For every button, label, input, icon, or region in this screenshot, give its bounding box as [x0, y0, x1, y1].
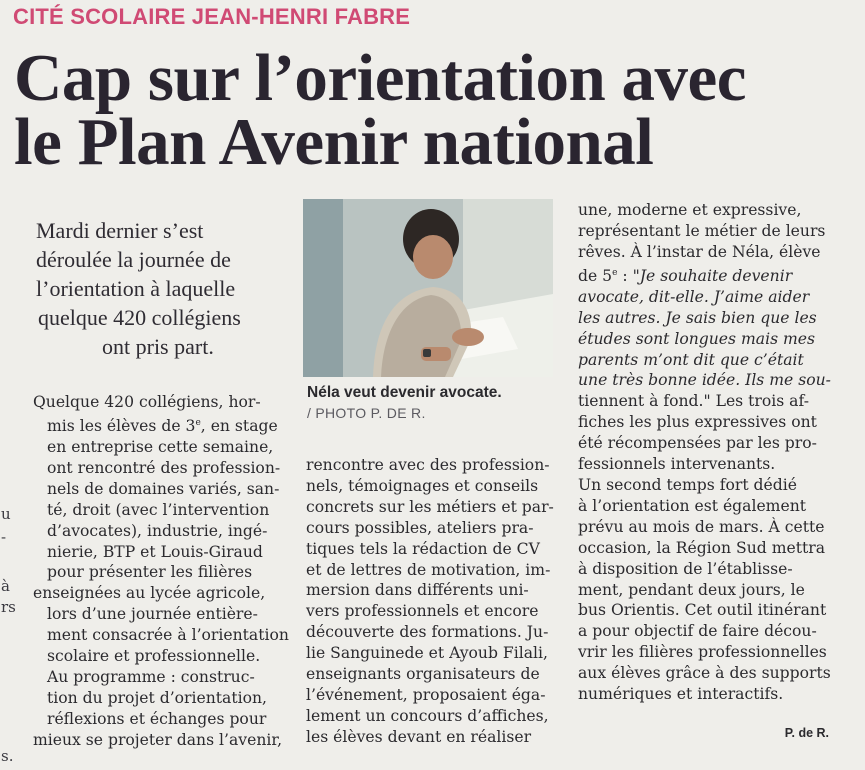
edge-fragment: rs: [1, 598, 16, 616]
column-line: bus Orientis. Cet outil itinérant: [578, 601, 827, 620]
headline-line-2: le Plan Avenir national: [14, 105, 654, 179]
column-line: fessionnels intervenants.: [578, 455, 776, 474]
column-line: enseignées au lycée agricole,: [33, 584, 266, 603]
photo-caption: [307, 382, 567, 424]
column-line: Quelque 420 collégiens, hor-: [33, 393, 261, 411]
column-line: une très bonne idée. Ils me sou-: [578, 371, 831, 390]
lead-line: déroulée la journée de: [36, 247, 231, 272]
column-line: enseignants organisateurs de: [306, 665, 540, 684]
column-line: réflexions et échanges pour: [47, 709, 267, 728]
column-line: lement un concours d’affiches,: [306, 706, 549, 725]
column-line: tiennent à fond." Les trois af-: [578, 392, 809, 411]
column-line: cours possibles, ateliers pra-: [306, 518, 534, 537]
edge-fragment: u: [1, 505, 11, 523]
column-line: rêves. À l’instar de Néla, élève: [578, 242, 821, 261]
column-line: mersion dans différents uni-: [306, 581, 529, 600]
column-line: parents m’ont dit que c’était: [578, 350, 804, 369]
column-line: études sont longues mais mes: [578, 329, 816, 348]
column-line: lors d’une journée entière-: [47, 605, 258, 624]
column-line: Au programme : construc-: [47, 667, 255, 686]
edge-fragment: s.: [1, 747, 14, 765]
column-line: mis les élèves de 3e, en stage: [47, 417, 278, 436]
column-line: l’événement, proposaient éga-: [306, 685, 546, 704]
column-line: prévu au mois de mars. À cette: [578, 517, 825, 536]
article-column-2: [306, 455, 568, 748]
edge-fragment: à: [1, 577, 10, 595]
column-line: numériques et interactifs.: [578, 685, 784, 704]
lead-line: quelque 420 collégiens: [38, 305, 241, 330]
column-line: rencontre avec des profession-: [306, 456, 550, 474]
column-line: tion du projet d’orientation,: [47, 688, 267, 707]
column-line: té, droit (avec l’intervention: [47, 500, 270, 519]
lead-line: l’orientation à laquelle: [36, 276, 236, 301]
article-headline: [14, 41, 854, 179]
headline-line-1: Cap sur l’orientation avec: [14, 41, 747, 115]
column-line: et de lettres de motivation, im-: [306, 560, 551, 579]
column-line: les autres. Je sais bien que les: [578, 308, 817, 327]
column-line: une, moderne et expressive,: [578, 201, 802, 219]
column-line: découverte des formations. Ju-: [306, 623, 549, 642]
column-line: vers professionnels et encore: [306, 602, 539, 621]
edge-fragment: -: [1, 528, 7, 546]
column-line: été récompensées par les pro-: [578, 434, 817, 453]
column-line: d’avocates), industrie, ingé-: [47, 521, 268, 540]
column-line: a pour objectif de faire décou-: [578, 622, 817, 641]
column-line: de 5e : "Je souhaite devenir: [578, 266, 793, 285]
column-line: nels, témoignages et conseils: [306, 476, 539, 495]
column-line: ment, pendant deux jours, le: [578, 580, 805, 599]
section-kicker: CITÉ SCOLAIRE JEAN-HENRI FABRE: [13, 4, 411, 29]
column-line: à disposition de l’établisse-: [578, 559, 793, 578]
author-signature: P. de R.: [784, 726, 829, 740]
column-line: les élèves devant en réaliser: [306, 727, 532, 746]
column-line: représentant le métier de leurs: [578, 221, 826, 240]
column-line: vrir les filières professionnelles: [578, 643, 827, 662]
lead-paragraph: [36, 216, 286, 361]
column-line: tiques tels la rédaction de CV: [306, 539, 540, 558]
photo-illustration: [303, 199, 553, 377]
column-line: mieux se projeter dans l’avenir,: [33, 730, 283, 749]
column-line: nierie, BTP et Louis-Giraud: [47, 542, 263, 561]
article-column-3: [578, 200, 840, 705]
column-line: ment consacrée à l’orientation: [47, 626, 289, 645]
column-line: fiches les plus expressives ont: [578, 413, 817, 432]
column-line: scolaire et professionnelle.: [47, 647, 261, 666]
column-line: à l’orientation est également: [578, 496, 807, 515]
column-line: pour présenter les filières: [47, 563, 253, 582]
lead-line: ont pris part.: [102, 334, 214, 359]
column-line: en entreprise cette semaine,: [47, 438, 274, 456]
column-line: Un second temps fort dédié: [578, 475, 797, 494]
caption-text: Néla veut devenir avocate.: [307, 384, 502, 401]
column-line: ont rencontré des profession-: [47, 458, 281, 477]
column-line: lie Sanguinede et Ayoub Filali,: [306, 644, 548, 663]
column-line: avocate, dit-elle. J’aime aider: [578, 287, 810, 306]
column-line: aux élèves grâce à des supports: [578, 664, 831, 683]
column-line: occasion, la Région Sud mettra: [578, 538, 826, 557]
article-column-1: [33, 392, 295, 751]
photo-credit: / PHOTO P. DE R.: [307, 405, 426, 421]
article-photo: [303, 199, 553, 377]
column-line: nels de domaines variés, san-: [47, 479, 280, 498]
lead-line: Mardi dernier s’est: [36, 218, 204, 243]
column-line: concrets sur les métiers et par-: [306, 497, 554, 516]
